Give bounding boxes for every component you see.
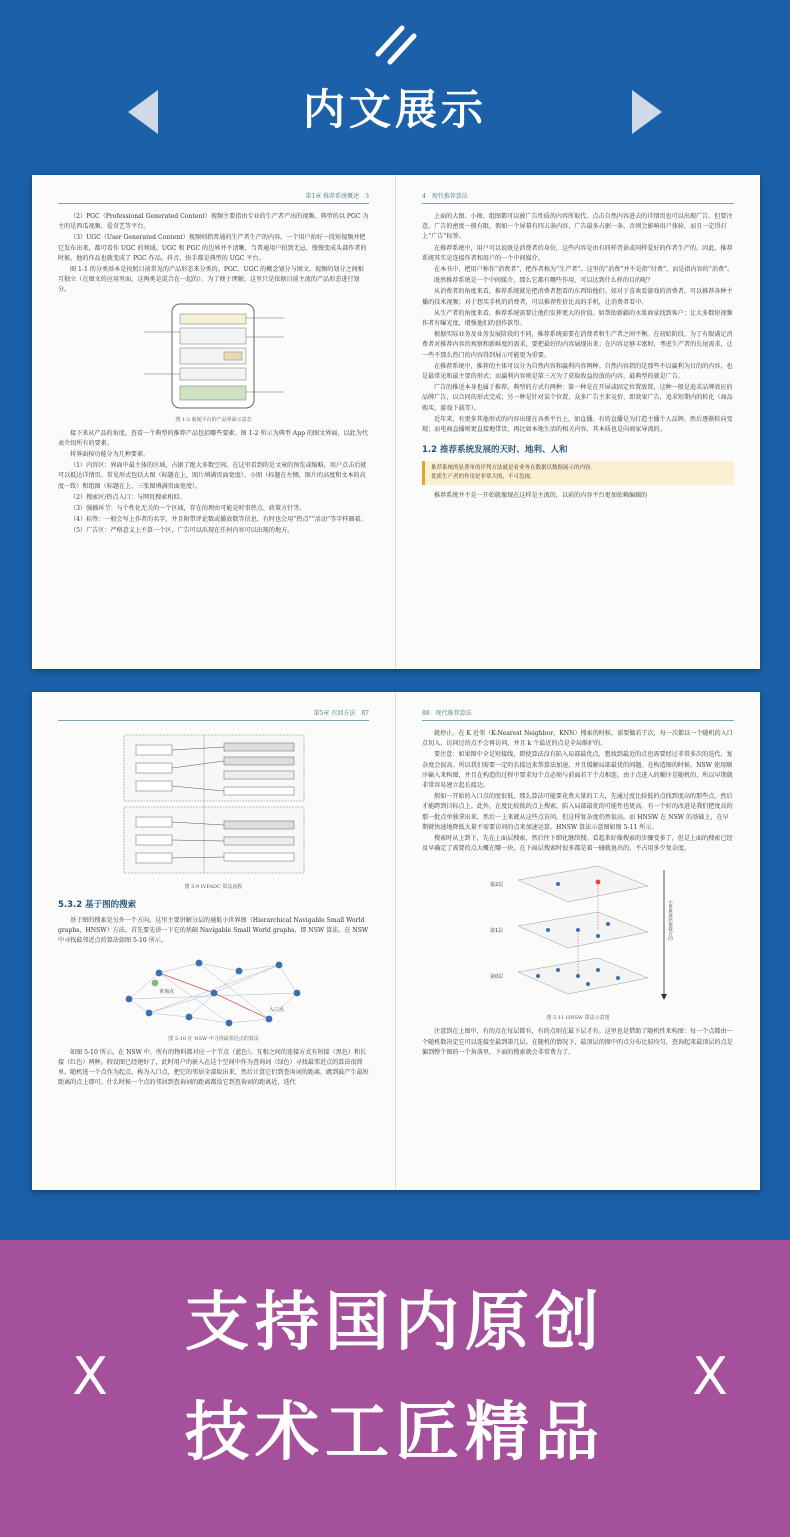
book-page-4 [396,175,760,669]
paragraph: 从消费者的角度来看，推荐系统就是把消费者想看的东西给他们。如对于喜欢看游戏的消费者，可以推荐各种主播的技术视频；对于想买手机的消费者，可以推荐性价比高的手机，让消费者看中。 [422,288,733,306]
app-layout-figure [134,302,294,412]
running-head [422,708,734,721]
paragraph: 既然推荐系统是一个中间媒介，那么它都有哪些作用，可以达到什么样的目的呢？ [434,277,654,285]
paragraph: 就停止。在 K 近邻（K-Nearest Neighbor，KNN）搜索的时候，需要做若干次，每一次都以一个随机的入口点切入，访问过的点不会再访问，并且 k 个最近的点是全局维护的。 [422,730,733,748]
paragraph: 上面的大图、小图、组图都可以被广告性质的内容所取代。点击自然内容进去的详情页也可以出现广告。但要注意，广告的密度一般有限，假如一个屏幕有四五条内容，广告最多占据一条，否则会影响用户体验，而且一定得打上“广告”标签。 [422,213,733,241]
book-spread-2 [32,692,760,1190]
book-page-3 [32,175,396,669]
running-head [58,708,369,721]
page-number: 88 [422,710,430,717]
slogan-line-1: 支持国内原创 [185,1286,605,1360]
running-head-text: 现代推荐算法 [435,710,472,717]
paragraph: （4）标签：一般会写上作者的名字，并且附带评论数或播放数等信息，有时也会用“热点”“活动”等字样圈着。 [70,516,367,524]
axis-label: 小世界逐层查找方向 [667,900,673,941]
paragraph: 在推荐系统中，用户可以说既是消费者的身份，这些内容是由有同样背景或同样爱好的作者生产的。因此，推荐系统其实是连接作者和用户的一个中间媒介。 [422,244,733,262]
entry-point-label: 入口点 [268,1006,284,1013]
book-spread-1 [32,175,760,669]
paragraph: 注意到在上图中，有的点在每层都有，有的点则在最下层才有。这里也是借助了随机性来构图：每一个点都由一个随机数决定它可以连接至最到第几层。在随机的情况下，最顶层的图中的点分布比较均匀，查询起来最顶层的点是偏到整个图的一个角落里，下面的搜索就会非常费力了。 [422,1028,733,1056]
paragraph: 广告的推送本身也属于推荐。典型的方式有两种：第一种是在开屏或固定位置放置，这种一般是追求品牌效应的品牌广告，以合同的形式完成；另一种是针对某个位置，众多广告主来竞价，即效果广告，追求短期内的转化（商品购买、游戏下载等）。 [422,384,733,412]
paragraph: （3）UGC（User Generated Content）视频则指普通的生产者生产的内容。一个用户拍好一段短视频并把它发布出来，都可看作 UGC 的领域。UGC 和 PGC 的边界并不清晰，当普通用户拍到无忌，慢慢变成头部作者的时候，他的作品也就变成了 PGC 作品。抖音、快手都是典型的 UGC 平台。 [58,234,367,262]
running-head [58,191,369,204]
paragraph: 近年来，有更多其他形式的内容出现在各类平台上，如直播。有的直播是为打造主播个人品牌，然后逐渐转向变现；而电商直播则更直接地带货，再比如本地生活的相关内容，其本质也是向商家导流的。 [422,415,733,434]
paragraph: 接下来从产品的角度，查看一个典型的推荐产品包括哪些要素。图 1-2 所示为典型 App 的图文界面，以此为代表介绍所有的要素。 [58,429,368,447]
cross-mark-right: X [692,1347,728,1407]
paragraph: （2）PGC（Professional Generated Content）视频主要指由专业的生产者产出的视频。典型的以 PGC 为主的是西瓜视频、爱奇艺等平台。 [58,213,369,231]
note-box [422,461,734,485]
paragraph: 推荐系统并不是一开始就像现在这样是主流的，以前的内容平台更加依赖编辑的 [434,492,648,500]
running-head [422,191,734,204]
paragraph: 假如一开始的入口点的度很低，那么算法可能要花费大量的工夫，先通过度比较低的点找到度高的那些点，然后才能跨到目标点上。此外，在度比较低的点上搜索，陷入局部最优的可能性也更高。有一个好的改进是我们把度高的那一批点单独拿出来，然后一上来就从这些点访问，但这样复杂度仍然很高。而 HNSW 在 NSW 的基础上，在早期就快速地降低大量不需要访问的点来加速运算。HNSW 算法示意图如图 5-11 所示。 [422,793,733,831]
section-heading: 1.2 推荐系统发展的天时、地利、人和 [422,445,568,456]
page-number: 3 [365,193,369,200]
note-item: 优质生产者的作用是非常大的，不可忽视。 [431,474,536,481]
paragraph: 在推荐系统中，推荐的主体可以分为自然内容和赢利内容两种。自然内容指的是那些不以赢利为目的的内容，也是最常见和最主要的形式；而赢利内容则是第三方为了获取收益投放的内容，最典型的就是广告。 [422,362,733,381]
running-head-text: 第5章 召回方法 [313,710,356,717]
page-number: 87 [361,710,369,717]
figure-caption: 图 5-11 HNSW 算法示意图 [546,1015,610,1022]
layer-label: 第2层 [490,882,504,889]
paragraph: 图 1-1 的分类基本是按照目前常见的产品形态来分类的。PGC、UGC 的概念划分与图文、视频的划分之间相互独立（在图文的应用里面，这两类是混合在一起的）。为了便于理解，这里只是依据目前主流的产品形态进行划分。 [58,266,364,294]
section-heading: 5.3.2 基于图的搜索 [58,900,137,910]
layer-label: 第1层 [490,928,504,935]
book-page-87 [32,692,396,1190]
paragraph: 根据实际业务及业务发展阶段的不同，推荐系统需要在消费者和生产者之间平衡。在初始阶段，为了有限满足消费者对推荐内容的观察和新鲜度的需求，要把最好的内容展现出来；在内容足够丰富时，考虑生产者的长尾需求，让一些不那么热门的内容得到展示可能更为重要。 [422,331,733,359]
paragraph: （5）广告区：严格意义上不算一个区，广告可以出现在任何内容可以出现的地方。 [70,527,294,535]
paragraph: 要注意：如果图中全是短接线，即使算法没有陷入局部最优点，想找到最近的点也需要经过非常多次的迭代，复杂度会很高。所以我们需要一定的长接边来帮算法加速，并且缓解局部最优的问题。在构造图的时候，NSW 使用顺序输入来构图，并且在构造的过程中要求每个点必须与前面若干个点相连。由于点进入的顺序是随机的，所以早期就非常容易建立起长接边。 [422,751,733,790]
section-title: 内文展示 [302,85,487,134]
paragraph: 搜索时从上到下，先在上面层搜索，然后往下细化继续搜。看起来好像搜索的步骤变多了，但是上面的搜索已经及早确定了需要的点大概在哪一块，在下面层搜索时很多都是着一碰就退出的，不占用多少复杂度。 [422,835,733,853]
figure-caption: 图 5-10 在 NSW 中寻找最邻近点的算法 [168,1035,259,1042]
note-item: 推荐系统的显著单的评判方法就是看业务在数据以数据展示的内容。 [431,465,597,472]
paragraph: 基于图的搜索是另外一个方向。这里主要讲解分层的通航小世界图（Hierarchical Navigable Small World graphs，HNSW）方法。首先要先讲一下它的基础 Navigable Small World graphs，即 NSW 算法。在 NSW 中寻找最邻近点的算法如图 5-10 所示。 [58,917,369,945]
nsw-graph-figure [119,953,309,1031]
running-head-text: 第1章 推荐系统概述 [305,193,360,200]
cross-mark-left: X [72,1347,108,1407]
figure-caption: 图 5-9 IVFADC 算法流程 [184,884,243,890]
ivfadc-flow-figure [114,729,314,879]
paragraph: （1）内容区：界面中最主体的区域，占据了绝大多数空间。在这里看到的是文章的预览或缩略，用户点击后就可以抵达详情页。常见形式包括大图（标题在上，图片填满页面宽度）、小图（标题在左侧，图片的高度和文本的高度一致）和组图（标题在上，三张图填满页面宽度）。 [58,462,367,490]
paragraph: 从生产者的角度来看，推荐系统需要让他们发挥更大的价值。如帮助新疆的水果商家找到客户；让大多数短视频作者有曝光度，增强他们的创作欲望。 [422,309,733,328]
page-number: 4 [422,193,426,200]
slogan-line-2: 技术工匠精品 [185,1396,605,1470]
layer-label: 第0层 [490,974,504,981]
running-head-text: 现代推荐算法 [431,193,468,200]
paragraph: 将界面按功能分为几种要素。 [70,451,150,459]
paragraph: 如图 5-10 所示，在 NSW 中，所有的物料都对应一个节点（蓝色）。互相之间的连接方式有短接（黑色）和长接（红色）两种。假设图已经建好了，此时用户的嵌入在这个空间中作为查询词（绿色）寻找最邻近点的算法很简单。随机选一个点作为起点，称为入口点，把它的邻居全部取出来，然后计算它们到查询词的距离，跳到最产生最短距离的点上即可。什么时候一个点的邻居到查询词的距离都没它到查询词的距离近，迭代 [58,1048,369,1087]
paragraph: （2）搜索区/热点入口：与网页搜索相似。 [70,493,186,501]
paragraph: （3）强插环节：与个性化无关的一个区域，存在的理由可能是时事热点、政策方针等。 [70,505,306,513]
figure-caption: 图 1-2 新闻平台的产品界面示意态 [175,416,252,423]
book-page-88 [396,692,760,1190]
hnsw-layers-figure [478,860,678,1010]
query-point-label: 查询点 [158,988,174,995]
double-slash-icon [372,20,420,68]
paragraph: 在本书中，把用户称作“消费者”，把作者称为“生产者”。这里的“消费”并不是指“付费”，而是指内容的“消费”。 [434,266,734,274]
